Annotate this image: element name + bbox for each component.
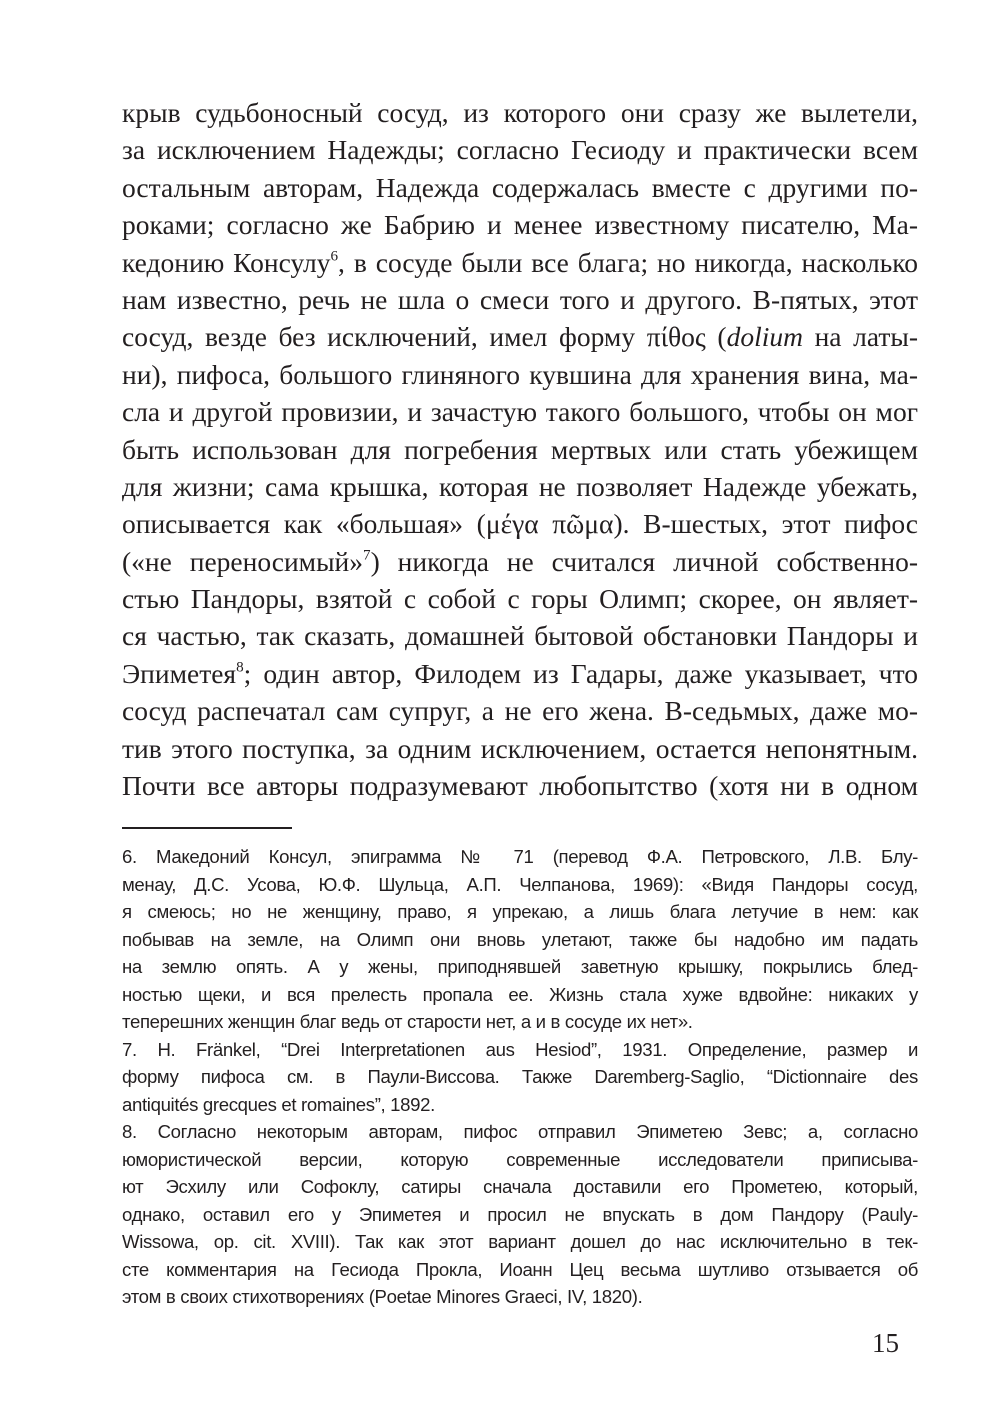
text-line [122,468,918,505]
text-line [122,505,918,542]
text-line [122,356,918,393]
text-segment: ни), пифоса, большого глиняного кувшина для хранения вина, ма- [122,358,918,390]
text-segment: тив этого поступка, за одним исключением, остается непонятным. [122,732,918,764]
text-segment: , в сосуде были все блага; но никогда, насколько [338,246,918,278]
text-segment: Эпиметея [122,657,237,689]
footnote-ref[interactable]: 6 [330,248,339,265]
text-line [122,730,918,767]
footnote-line: 8. Согласно некоторым авторам, пифос отправил Эпиметею Зевс; а, согласно [122,1121,918,1142]
footnote-ref[interactable]: 8 [236,659,244,676]
footnote-line: 7. H. Fränkel, “Drei Interpretationen aus Hesiod”, 1931. Определение, размер и [122,1038,918,1060]
text-segment: для жизни; сама крышка, которая не позволяет Надежде убежать, [122,470,918,502]
text-segment: ) никогда не считался личной собственно- [370,545,918,577]
text-segment: быть использован для погребения мертвых или стать убежищем [122,433,918,465]
text-line [122,431,918,468]
text-segment: сосуд распечатал сам супруг, а не его жена. В-седьмых, даже мо- [122,695,918,727]
footnote-separator [122,827,292,829]
text-line [122,318,918,355]
footnotes [122,843,918,1311]
footnote-8 [122,1118,918,1311]
text-line [122,543,918,580]
footnote-line: однако, оставил его у Эпиметея и просил не впускать в дом Пандору (Pauly- [122,1203,918,1225]
text-segment: за исключением Надежды; согласно Гесиоду и практически всем [122,134,918,166]
footnote-line: на землю опять. А у жены, приподнявшей заветную крышку, покрылись блед- [122,956,918,977]
text-segment: («не переносимый» [122,545,364,577]
text-line [122,94,918,131]
footnote-7 [122,1036,918,1119]
footnote-line: теперешних женщин благ ведь от старости нет, а и в сосуде их нет». [122,1011,693,1032]
footnote-line: побывав на земле, на Олимп они вновь улетают, также бы надобно им падать [122,928,918,950]
footnote-line: этом в своих стихотворениях (Poetae Minores Graeci, IV, 1820). [122,1286,643,1307]
text-line [122,131,918,168]
body-text [122,94,918,804]
text-segment: нам известно, речь не шла о смеси того и другого. В-пятых, этот [122,283,918,315]
text-segment: остальным авторам, Надежда содержалась вместе с другими по- [122,171,918,203]
page-number: 15 [872,1328,899,1358]
text-segment: крыв судьбоносный сосуд, из которого они сразу же вылетели, [122,97,918,128]
text-line [122,655,918,692]
text-segment: сла и другой провизии, и зачастую такого большого, чтобы он мог [122,396,918,428]
text-segment: ся частью, так сказать, домашней бытовой обстановки Пандоры и [122,620,918,652]
footnote-ref[interactable]: 7 [363,547,371,564]
text-segment: Почти все авторы подразумевают любопытство (хотя ни в одном [122,770,918,802]
text-line [122,244,918,281]
footnote-line: сте комментария на Гесиода Прокла, Иоанн Цец весьма шутливо отзывается об [122,1258,918,1280]
footnote-line: юмористической версии, которую современные исследователи приписыва- [122,1148,918,1170]
italic-term: dolium [726,321,803,353]
text-segment: на латы- [802,321,918,353]
text-line [122,393,918,430]
footnote-line: я смеюсь; но не женщину, право, я упрекаю, а лишь блага летучие в нем: как [122,901,918,922]
text-line [122,580,918,617]
footnote-line: форму пифоса см. в Паули-Виссова. Также Daremberg-Saglio, “Dictionnaire des [122,1066,918,1087]
text-segment: ; один автор, Филодем из Гадары, даже указывает, что [243,657,918,689]
footnote-line: ют Эсхилу или Софоклу, сатиры сначала доставили его Прометею, который, [122,1176,918,1197]
footnote-line: antiquités grecques et romaines”, 1892. [122,1093,435,1115]
footnote-6 [122,843,918,1036]
text-line [122,767,918,804]
text-segment: роками; согласно же Бабрию и менее известному писателю, Ма- [122,209,918,241]
text-segment: сосуд, везде без исключений, имел форму πίθος ( [122,321,727,353]
text-segment: стью Пандоры, взятой с собой с горы Олимп; скорее, он являет- [122,583,918,615]
footnote-line: ностью щеки, и вся прелесть пропала ее. Жизнь стала хуже вдвойне: никаких у [122,983,918,1005]
text-segment: кедонию Консулу [122,246,331,278]
text-line [122,169,918,206]
footnote-line: менау, Д.С. Усова, Ю.Ф. Шульца, А.П. Челпанова, 1969): «Видя Пандоры сосуд, [122,873,918,895]
text-line [122,692,918,729]
text-segment: описывается как «большая» (μέγα πῶμα). В-шестых, этот пифос [122,508,918,540]
text-line [122,206,918,243]
text-line [122,617,918,654]
footnote-line: 6. Македоний Консул, эпиграмма № 71 (перевод Ф.А. Петровского, Л.В. Блу- [122,846,918,867]
text-line [122,281,918,318]
footnote-line: Wissowa, op. cit. XVIII). Так как этот вариант дошел до нас исключительно в тек- [122,1231,918,1252]
